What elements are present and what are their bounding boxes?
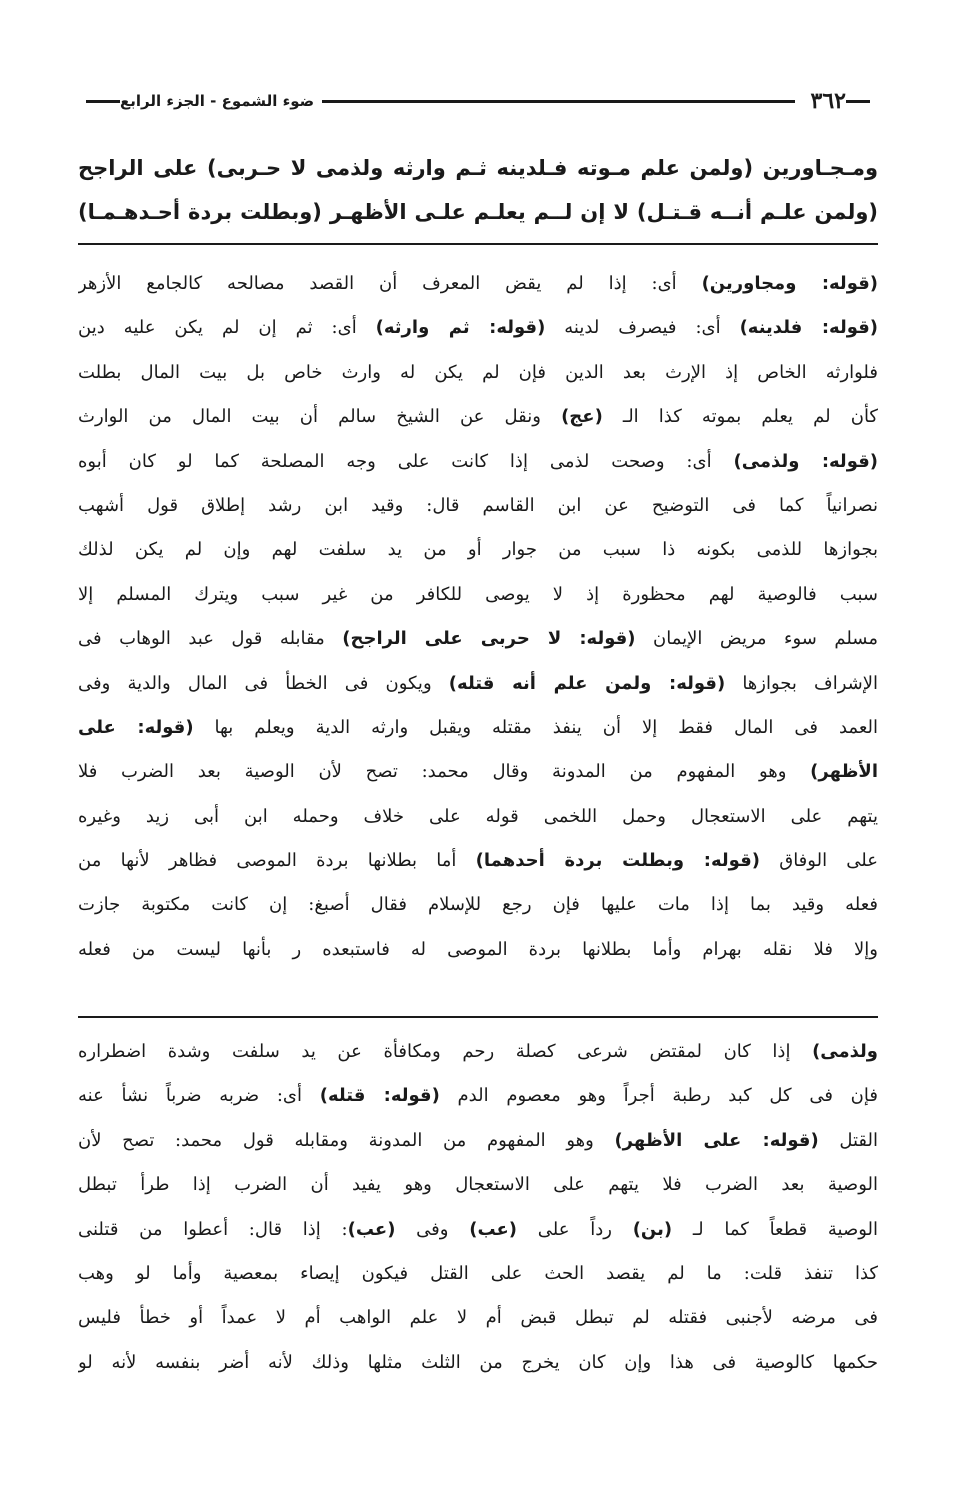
text-segment: وفى: [395, 1218, 470, 1240]
quoted-lemma: (قوله: لا حربى على الراجح): [342, 628, 636, 650]
marginal-line: [78, 1163, 878, 1207]
book-title: ضوء الشموع - الجزء الرابع: [120, 92, 315, 110]
text-segment: ويكون فى الخطأ فى المال والدية وفى: [78, 672, 449, 694]
quoted-lemma: (قوله: فلدينه): [739, 317, 878, 339]
marginal-line: [78, 1074, 878, 1118]
commentary-line: [78, 928, 878, 972]
quoted-lemma: (قوله: ولمن علم أنه قتله): [448, 672, 726, 694]
text-segment: القتل: [818, 1129, 878, 1151]
text-segment: إذا كان لمقتض شرعى كصلة رحم ومكافأة عن يد سلفت وشدة اضطراره: [78, 1041, 813, 1062]
matn-line: (ولمن علـم أنــه قـتـل) لا إن لــم يعلـم علـى الأظهـر (وبطلت بردة أحـدهـمـا): [78, 200, 878, 225]
text-segment: كأن لم يعلم بموته كذا الـ: [602, 406, 878, 428]
header-rule-right: [846, 100, 870, 103]
matn-line: ومـجـاورين (ولمن علم مـوته فـلدينه ثـم وارثه ولذمى لا حـربى) على الراجح: [78, 156, 878, 180]
text-segment: نصرانياً كما فى التوضيح عن ابن القاسم قال: وقيد ابن رشد إطلاق قول أشهب: [78, 494, 878, 516]
text-segment: أى: وصحت لذمى إذا كانت على وجه المصلحة كما لو كان أبوه: [78, 450, 734, 472]
marginal-line: [78, 1119, 878, 1163]
quoted-lemma: الأظهر): [810, 761, 878, 783]
marginal-line: [78, 1341, 878, 1385]
text-segment: بجوازها للذمى بكونه ذا سبب من جوار أو من يد سلفت لهم وإن لم يكن لذلك: [78, 539, 878, 561]
text-segment: سبب فالوصية لهم محظورة إذ لا يوصى للكافر من غير سبب ويترك المسلم إلا: [78, 583, 878, 605]
text-segment: : إذا قال: أعطوا من قتلنى: [78, 1218, 348, 1240]
text-segment: فعله وقيد بما إذا مات عليها فإن رجع للإسلام فقال أصبغ: إن كانت مكتوبة جازت: [78, 894, 878, 916]
commentary-line: [78, 440, 878, 484]
text-segment: فى مرضه لأجنبى فقتله لم تبطل قبض أم لا علم الواهب أم لا عمداً أو خطأ فليس: [78, 1307, 878, 1329]
quoted-lemma: (قوله: على الأظهر): [614, 1129, 819, 1151]
commentary-line: [78, 484, 878, 528]
quoted-lemma: (قوله: قتله): [319, 1085, 440, 1107]
text-segment: أى: ثم إن لم يكن عليه دين: [78, 317, 376, 339]
commentary-line: [78, 351, 878, 395]
marginal-line: [78, 1296, 878, 1340]
commentary-line: [78, 839, 878, 883]
text-segment: مسلم سوء مريض الإيمان: [635, 628, 878, 650]
text-segment: فإن فى كل كبد رطبة أجراً وهو معصوم الدم: [439, 1085, 878, 1107]
running-header: [78, 86, 878, 116]
matn-separator: [78, 243, 878, 245]
quoted-lemma: (عج): [561, 406, 603, 428]
text-segment: أى: ضربه ضرباً نشأ عنه: [78, 1085, 320, 1107]
matn-text: [78, 145, 878, 234]
commentary-line: [78, 573, 878, 617]
quoted-lemma: (قوله: ولذمى): [733, 450, 878, 472]
marginal-commentary: [78, 1030, 878, 1385]
commentary-line: [78, 750, 878, 794]
text-segment: حكمها كالوصية فى هذا وإن كان يخرج من الثلث مثلها وذلك لأنه أضر بنفسه لأنه لو: [78, 1351, 878, 1373]
quoted-lemma: (قوله: وبطلت بردة أحدهما): [475, 850, 760, 872]
commentary-line: [78, 528, 878, 572]
commentary-line: [78, 795, 878, 839]
footnote-separator: [78, 1016, 878, 1018]
commentary-line: [78, 706, 878, 750]
text-segment: وإلا فلا نقله بهرام وأما بطلانها بردة الموصى له فاستبعده ر بأنها ليست من فعله: [78, 938, 878, 960]
text-segment: وهو المفهوم من المدونة ومقابله قول محمد: تصح لأن: [78, 1129, 615, 1151]
text-segment: فلوارثه الخاص إذ الإرث بعد الدين فإن لم يكن له وارث خاص بل بيت المال بطلت: [78, 361, 878, 383]
quoted-lemma: ولذمى): [812, 1041, 878, 1062]
text-segment: الوصية بعد الضرب فلا يتهم على الاستعجال وهو يفيد أن الضرب إذا طرأ تبطل: [78, 1174, 878, 1196]
text-segment: ونقل عن الشيخ سالم أن بيت المال من الوارث: [78, 406, 562, 428]
page-number: ٣٦٢: [810, 88, 846, 114]
header-rule-middle: [322, 100, 794, 103]
text-segment: على الوفاق: [759, 850, 878, 872]
quoted-lemma: (بن): [632, 1218, 673, 1240]
text-segment: كذا تنفذ قلت: ما لم يقصد الحث على القتل فيكون إيصاء بمعصية وأما لو وهب: [78, 1262, 878, 1284]
quoted-lemma: (عب): [469, 1218, 518, 1240]
quoted-lemma: (عب): [347, 1218, 396, 1240]
text-segment: أما بطلانها بردة الموصى فظاهر لأنها من: [78, 850, 476, 872]
text-segment: الوصية قطعاً كما لـ: [672, 1218, 878, 1240]
marginal-line: [78, 1208, 878, 1252]
text-segment: أى: فيصرف لدينه: [545, 317, 740, 339]
quoted-lemma: (قوله: ثم وارثه): [375, 317, 546, 339]
commentary-line: [78, 883, 878, 927]
header-rule-left: [86, 100, 120, 103]
commentary-line: [78, 395, 878, 439]
commentary-line: [78, 662, 878, 706]
marginal-line: [78, 1252, 878, 1296]
quoted-lemma: (قوله: ومجاورين): [701, 273, 878, 294]
text-segment: مقابله قول عبد الوهاب فى: [78, 628, 343, 650]
quoted-lemma: (قوله: على: [78, 716, 194, 738]
marginal-line: [78, 1030, 878, 1074]
commentary-text: [78, 262, 878, 972]
text-segment: وهو المفهوم من المدونة وقال محمد: تصح لأن الوصية بعد الضرب فلا: [78, 761, 811, 783]
text-segment: الإشراف بجوازها: [725, 672, 878, 694]
commentary-line: [78, 617, 878, 661]
text-segment: أى: إذا لم يقض المعرف أن القصد مصالحه كالجامع الأزهر: [78, 273, 702, 294]
commentary-line: [78, 306, 878, 350]
text-segment: العمد فى المال فقط إلا أن ينفذ مقتله ويقبل وارثه الدية ويعلم بها: [193, 716, 878, 738]
commentary-line: [78, 262, 878, 306]
text-segment: رداً على: [517, 1218, 633, 1240]
text-segment: يتهم على الاستعجال وحمل اللخمى قوله على خلاف وحمله ابن أبى زيد وغيره: [78, 805, 878, 827]
